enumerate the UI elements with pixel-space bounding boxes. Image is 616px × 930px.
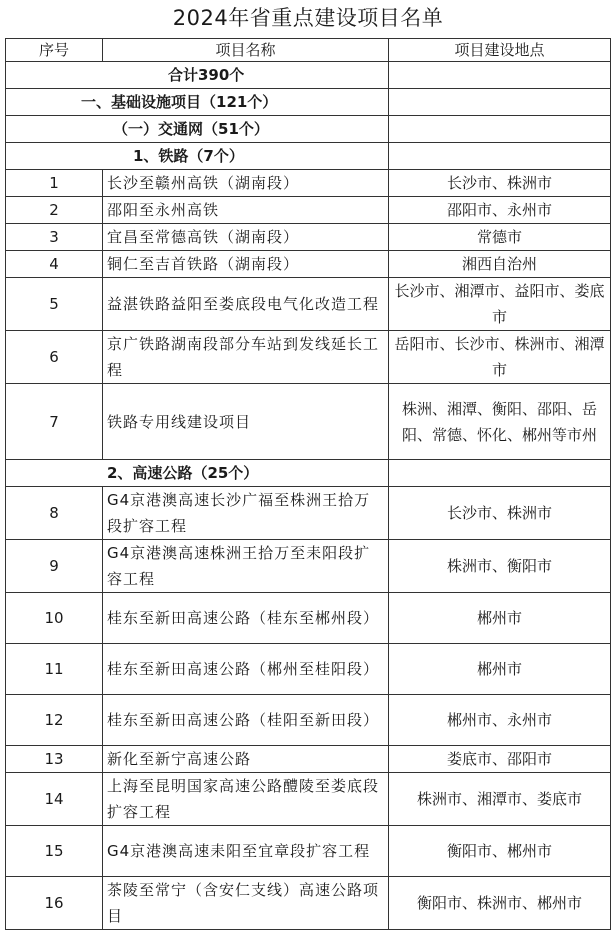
table-row <box>6 487 611 540</box>
highway-rows <box>6 487 611 930</box>
project-location: 湘西自治州 <box>389 251 611 278</box>
row-number: 2 <box>6 197 103 224</box>
project-location: 长沙市、株洲市 <box>389 487 611 540</box>
empty-cell <box>389 89 611 116</box>
row-number: 11 <box>6 644 103 695</box>
row-number: 7 <box>6 384 103 460</box>
table-header-row <box>6 39 611 62</box>
subcategory-label: （一）交通网（51个） <box>6 116 389 143</box>
row-number: 16 <box>6 877 103 930</box>
row-number: 15 <box>6 826 103 877</box>
row-number: 9 <box>6 540 103 593</box>
project-location: 常德市 <box>389 224 611 251</box>
document-title: 2024年省重点建设项目名单 <box>172 6 444 30</box>
empty-cell <box>389 460 611 487</box>
table-row <box>6 593 611 644</box>
project-location: 郴州市 <box>389 644 611 695</box>
project-location: 邵阳市、永州市 <box>389 197 611 224</box>
table-row <box>6 644 611 695</box>
project-location: 株洲、湘潭、衡阳、邵阳、岳阳、常德、怀化、郴州等市州 <box>389 384 611 460</box>
project-location: 岳阳市、长沙市、株洲市、湘潭市 <box>389 331 611 384</box>
row-number: 13 <box>6 746 103 773</box>
table-row <box>6 826 611 877</box>
project-name: 桂东至新田高速公路（桂东至郴州段） <box>103 593 389 644</box>
table-row <box>6 331 611 384</box>
category-row <box>6 89 611 116</box>
header-no: 序号 <box>6 39 103 62</box>
project-name: 益湛铁路益阳至娄底段电气化改造工程 <box>103 278 389 331</box>
project-location: 株洲市、湘潭市、娄底市 <box>389 773 611 826</box>
table-row <box>6 251 611 278</box>
table-row <box>6 746 611 773</box>
table-row <box>6 197 611 224</box>
project-name: 桂东至新田高速公路（桂阳至新田段） <box>103 695 389 746</box>
row-number: 1 <box>6 170 103 197</box>
project-name: 长沙至赣州高铁（湖南段） <box>103 170 389 197</box>
project-name: G4京港澳高速长沙广福至株洲王拾万段扩容工程 <box>103 487 389 540</box>
project-name: 京广铁路湖南段部分车站到发线延长工程 <box>103 331 389 384</box>
project-location: 郴州市 <box>389 593 611 644</box>
header-location: 项目建设地点 <box>389 39 611 62</box>
total-row <box>6 62 611 89</box>
project-name: 桂东至新田高速公路（郴州至桂阳段） <box>103 644 389 695</box>
group-row-highway <box>6 460 611 487</box>
project-name: G4京港澳高速耒阳至宜章段扩容工程 <box>103 826 389 877</box>
project-name: 上海至昆明国家高速公路醴陵至娄底段扩容工程 <box>103 773 389 826</box>
project-name: 新化至新宁高速公路 <box>103 746 389 773</box>
group-label-highway: 2、高速公路（25个） <box>6 460 389 487</box>
project-location: 衡阳市、郴州市 <box>389 826 611 877</box>
table-row <box>6 224 611 251</box>
project-location: 长沙市、湘潭市、益阳市、娄底市 <box>389 278 611 331</box>
table-row <box>6 278 611 331</box>
rail-rows <box>6 170 611 460</box>
row-number: 3 <box>6 224 103 251</box>
project-name: 铁路专用线建设项目 <box>103 384 389 460</box>
project-location: 娄底市、邵阳市 <box>389 746 611 773</box>
project-name: 茶陵至常宁（含安仁支线）高速公路项目 <box>103 877 389 930</box>
table-row <box>6 773 611 826</box>
table-row <box>6 695 611 746</box>
row-number: 14 <box>6 773 103 826</box>
group-label-rail: 1、铁路（7个） <box>6 143 389 170</box>
project-location: 衡阳市、株洲市、郴州市 <box>389 877 611 930</box>
project-location: 长沙市、株洲市 <box>389 170 611 197</box>
category-label: 一、基础设施项目（121个） <box>6 89 389 116</box>
project-name: 铜仁至吉首铁路（湖南段） <box>103 251 389 278</box>
row-number: 6 <box>6 331 103 384</box>
project-name: 邵阳至永州高铁 <box>103 197 389 224</box>
empty-cell <box>389 143 611 170</box>
empty-cell <box>389 62 611 89</box>
project-location: 郴州市、永州市 <box>389 695 611 746</box>
table-row <box>6 877 611 930</box>
project-name: G4京港澳高速株洲王拾万至耒阳段扩容工程 <box>103 540 389 593</box>
group-row-rail <box>6 143 611 170</box>
total-label: 合计390个 <box>6 62 389 89</box>
table-row <box>6 540 611 593</box>
project-table <box>5 38 611 930</box>
row-number: 8 <box>6 487 103 540</box>
row-number: 4 <box>6 251 103 278</box>
empty-cell <box>389 116 611 143</box>
row-number: 5 <box>6 278 103 331</box>
project-name: 宜昌至常德高铁（湖南段） <box>103 224 389 251</box>
table-row <box>6 170 611 197</box>
table-row <box>6 384 611 460</box>
header-name: 项目名称 <box>103 39 389 62</box>
row-number: 10 <box>6 593 103 644</box>
row-number: 12 <box>6 695 103 746</box>
subcategory-row <box>6 116 611 143</box>
project-location: 株洲市、衡阳市 <box>389 540 611 593</box>
